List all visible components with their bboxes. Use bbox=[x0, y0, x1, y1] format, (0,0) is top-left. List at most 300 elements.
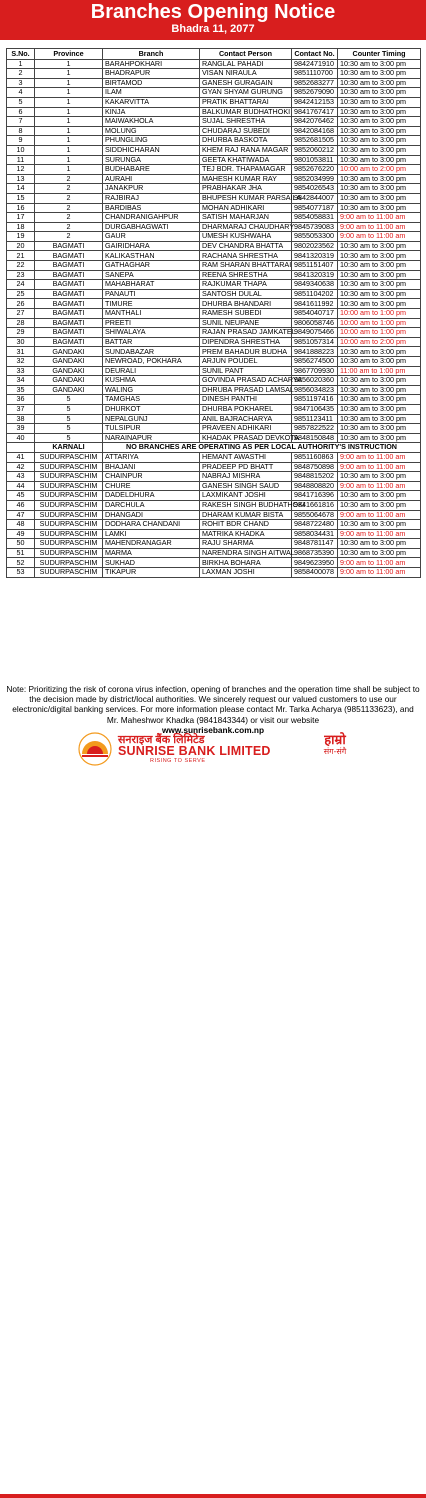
cell-province: BAGMATI bbox=[35, 261, 103, 271]
cell-contact-no: 9854077187 bbox=[292, 203, 338, 213]
cell-sno: 3 bbox=[7, 78, 35, 88]
cell-province: SUDURPASCHIM bbox=[35, 481, 103, 491]
cell-province: 1 bbox=[35, 126, 103, 136]
cell-sno: 14 bbox=[7, 184, 35, 194]
hamro-sangsangai-logo bbox=[320, 732, 350, 757]
cell-contact-person: DHARAM KUMAR BISTA bbox=[200, 510, 292, 520]
cell-counter-timing: 10:30 am to 3:00 pm bbox=[338, 414, 421, 424]
cell-contact-person: ROHIT BDR CHAND bbox=[200, 520, 292, 530]
cell-contact-person: GOVINDA PRASAD ACHARYA bbox=[200, 376, 292, 386]
cell-contact-person: DIPENDRA SHRESTHA bbox=[200, 337, 292, 347]
cell-province: 2 bbox=[35, 203, 103, 213]
cell-counter-timing: 10:30 am to 3:00 pm bbox=[338, 433, 421, 443]
cell-sno: 39 bbox=[7, 424, 35, 434]
cell-contact-no: 9852060212 bbox=[292, 145, 338, 155]
cell-contact-person: NABRAJ MISHRA bbox=[200, 472, 292, 482]
cell-province: BAGMATI bbox=[35, 309, 103, 319]
cell-contact-person: BHUPESH KUMAR PARSAILA bbox=[200, 193, 292, 203]
cell-province: 2 bbox=[35, 193, 103, 203]
cell-contact-person: RAJAN PRASAD JAMKATEL bbox=[200, 328, 292, 338]
cell-counter-timing: 10:30 am to 3:00 pm bbox=[338, 155, 421, 165]
cell-province: 5 bbox=[35, 404, 103, 414]
table-row bbox=[7, 155, 421, 165]
karnali-note: NO BRANCHES ARE OPERATING AS PER LOCAL AUTHORITY'S INSTRUCTION bbox=[103, 443, 421, 453]
cell-counter-timing: 10:30 am to 3:00 pm bbox=[338, 136, 421, 146]
table-row bbox=[7, 433, 421, 443]
cell-province: 1 bbox=[35, 165, 103, 175]
cell-sno: 4 bbox=[7, 88, 35, 98]
cell-province: GANDAKI bbox=[35, 366, 103, 376]
website-link[interactable]: www.sunrisebank.com.np bbox=[161, 724, 265, 735]
table-row bbox=[7, 529, 421, 539]
cell-sno: 6 bbox=[7, 107, 35, 117]
cell-contact-person: MATRIKA KHADKA bbox=[200, 529, 292, 539]
cell-province: SUDURPASCHIM bbox=[35, 491, 103, 501]
cell-contact-no: 9849340638 bbox=[292, 280, 338, 290]
cell-sno: 33 bbox=[7, 366, 35, 376]
cell-contact-no: 9856034823 bbox=[292, 385, 338, 395]
table-row bbox=[7, 404, 421, 414]
cell-province: SUDURPASCHIM bbox=[35, 529, 103, 539]
cell-sno: 23 bbox=[7, 270, 35, 280]
cell-contact-person: GYAN SHYAM GURUNG bbox=[200, 88, 292, 98]
cell-contact-person: RAJU SHARMA bbox=[200, 539, 292, 549]
cell-branch: BHADRAPUR bbox=[103, 69, 200, 79]
brand-name-english: SUNRISE BANK LIMITED bbox=[118, 744, 271, 758]
cell-province: BAGMATI bbox=[35, 289, 103, 299]
cell-sno: 50 bbox=[7, 539, 35, 549]
karnali-row bbox=[7, 443, 421, 453]
cell-counter-timing: 10:30 am to 3:00 pm bbox=[338, 145, 421, 155]
cell-province: 2 bbox=[35, 213, 103, 223]
cell-contact-no: 9841661816 bbox=[292, 500, 338, 510]
notice-footnote bbox=[6, 684, 420, 735]
cell-counter-timing: 10:30 am to 3:00 pm bbox=[338, 69, 421, 79]
col-header-contact-no: Contact No. bbox=[292, 49, 338, 60]
cell-contact-person: SUJAL SHRESTHA bbox=[200, 117, 292, 127]
cell-province: SUDURPASCHIM bbox=[35, 462, 103, 472]
table-row bbox=[7, 145, 421, 155]
cell-contact-no: 9841767417 bbox=[292, 107, 338, 117]
cell-counter-timing: 10:30 am to 3:00 pm bbox=[338, 491, 421, 501]
table-row bbox=[7, 548, 421, 558]
cell-province: SUDURPASCHIM bbox=[35, 539, 103, 549]
cell-counter-timing: 10:30 am to 3:00 pm bbox=[338, 174, 421, 184]
cell-sno: 7 bbox=[7, 117, 35, 127]
cell-branch: JANAKPUR bbox=[103, 184, 200, 194]
cell-province: 5 bbox=[35, 395, 103, 405]
cell-contact-person: BALKUMAR BUDHATHOKI bbox=[200, 107, 292, 117]
cell-contact-person: GANESH GURAGAIN bbox=[200, 78, 292, 88]
cell-province: 1 bbox=[35, 59, 103, 69]
cell-sno: 15 bbox=[7, 193, 35, 203]
cell-branch: CHURE bbox=[103, 481, 200, 491]
cell-contact-no: 9858400078 bbox=[292, 568, 338, 578]
table-row bbox=[7, 280, 421, 290]
cell-sno: 30 bbox=[7, 337, 35, 347]
cell-counter-timing: 10:00 am to 1:00 pm bbox=[338, 318, 421, 328]
cell-contact-no: 9802023562 bbox=[292, 241, 338, 251]
cell-sno: 5 bbox=[7, 97, 35, 107]
cell-counter-timing: 10:30 am to 3:00 pm bbox=[338, 78, 421, 88]
cell-province: 1 bbox=[35, 88, 103, 98]
cell-contact-no: 9867709930 bbox=[292, 366, 338, 376]
cell-counter-timing: 10:30 am to 3:00 pm bbox=[338, 88, 421, 98]
cell-counter-timing: 9:00 am to 11:00 am bbox=[338, 558, 421, 568]
table-row bbox=[7, 337, 421, 347]
cell-contact-person: KHADAK PRASAD DEVKOTA bbox=[200, 433, 292, 443]
cell-contact-no: 9841320319 bbox=[292, 270, 338, 280]
cell-sno: 12 bbox=[7, 165, 35, 175]
cell-sno: 26 bbox=[7, 299, 35, 309]
cell-sno: 25 bbox=[7, 289, 35, 299]
table-row bbox=[7, 69, 421, 79]
cell-branch: PREETI bbox=[103, 318, 200, 328]
cell-branch: CHAINPUR bbox=[103, 472, 200, 482]
cell-counter-timing: 10:30 am to 3:00 pm bbox=[338, 299, 421, 309]
cell-branch: GATHAGHAR bbox=[103, 261, 200, 271]
table-row bbox=[7, 328, 421, 338]
col-header-contact-person: Contact Person bbox=[200, 49, 292, 60]
cell-contact-person: HEMANT AWASTHI bbox=[200, 452, 292, 462]
cell-branch: NEWROAD, POKHARA bbox=[103, 357, 200, 367]
cell-sno: 43 bbox=[7, 472, 35, 482]
cell-contact-no: 9848750898 bbox=[292, 462, 338, 472]
cell-sno: 10 bbox=[7, 145, 35, 155]
table-row bbox=[7, 251, 421, 261]
cell-counter-timing: 9:00 am to 11:00 am bbox=[338, 529, 421, 539]
cell-counter-timing: 10:30 am to 3:00 pm bbox=[338, 472, 421, 482]
cell-contact-no: 9851123411 bbox=[292, 414, 338, 424]
col-header-counter-timing: Counter Timing bbox=[338, 49, 421, 60]
table-row bbox=[7, 126, 421, 136]
cell-province: SUDURPASCHIM bbox=[35, 500, 103, 510]
cell-sno: 29 bbox=[7, 328, 35, 338]
cell-sno: 45 bbox=[7, 491, 35, 501]
cell-counter-timing: 10:30 am to 3:00 pm bbox=[338, 126, 421, 136]
cell-contact-person: SANTOSH DULAL bbox=[200, 289, 292, 299]
cell-contact-no: 9851057314 bbox=[292, 337, 338, 347]
table-row bbox=[7, 376, 421, 386]
cell-counter-timing: 9:00 am to 11:00 am bbox=[338, 481, 421, 491]
cell-sno: 31 bbox=[7, 347, 35, 357]
cell-counter-timing: 10:30 am to 3:00 pm bbox=[338, 500, 421, 510]
branches-table bbox=[6, 48, 421, 578]
cell-counter-timing: 10:30 am to 3:00 pm bbox=[338, 357, 421, 367]
cell-contact-no: 9851160863 bbox=[292, 452, 338, 462]
cell-contact-person: RAMESH SUBEDI bbox=[200, 309, 292, 319]
cell-branch: ATTARIYA bbox=[103, 452, 200, 462]
cell-province: GANDAKI bbox=[35, 347, 103, 357]
cell-counter-timing: 10:00 am to 2:00 pm bbox=[338, 337, 421, 347]
cell-branch: KAKARVITTA bbox=[103, 97, 200, 107]
cell-counter-timing: 10:30 am to 3:00 pm bbox=[338, 203, 421, 213]
cell-contact-no: 9856020360 bbox=[292, 376, 338, 386]
cell-contact-no: 9852676220 bbox=[292, 165, 338, 175]
cell-contact-no: 9841611992 bbox=[292, 299, 338, 309]
cell-branch: TIMURE bbox=[103, 299, 200, 309]
cell-contact-person: VISAN NIRAULA bbox=[200, 69, 292, 79]
cell-contact-no: 9842084168 bbox=[292, 126, 338, 136]
cell-province: 5 bbox=[35, 433, 103, 443]
cell-counter-timing: 10:30 am to 3:00 pm bbox=[338, 539, 421, 549]
cell-branch: DHANGADI bbox=[103, 510, 200, 520]
table-row bbox=[7, 117, 421, 127]
cell-sno: 53 bbox=[7, 568, 35, 578]
cell-counter-timing: 9:00 am to 11:00 am bbox=[338, 568, 421, 578]
table-row bbox=[7, 213, 421, 223]
cell-branch: TULSIPUR bbox=[103, 424, 200, 434]
cell-province: SUDURPASCHIM bbox=[35, 558, 103, 568]
cell-counter-timing: 10:30 am to 3:00 pm bbox=[338, 184, 421, 194]
footnote-text: Note: Prioritizing the risk of corona virus infection, opening of branches and the operation time shall be subject to the decision made by district/local authorities. We sincerely request our valued customers to use our electronic/digital banking services. For more information please contact Mr. Tarka Acharya (9851133623), and Mr. Maheshwor Khadka (9841843344) or visit our website bbox=[6, 684, 420, 725]
cell-contact-person: PRABHAKAR JHA bbox=[200, 184, 292, 194]
cell-contact-no: 9849623950 bbox=[292, 558, 338, 568]
cell-counter-timing: 10:30 am to 3:00 pm bbox=[338, 520, 421, 530]
brand-name-nepali: सनराइज बैंक लिमिटेड bbox=[118, 734, 205, 746]
cell-contact-person: ARJUN POUDEL bbox=[200, 357, 292, 367]
table-row bbox=[7, 472, 421, 482]
cell-contact-person: RAM SHARAN BHATTARAI bbox=[200, 261, 292, 271]
cell-contact-no: 9852681505 bbox=[292, 136, 338, 146]
cell-branch: MAHABHARAT bbox=[103, 280, 200, 290]
sangsangai-text: संग-संगै bbox=[323, 747, 347, 756]
cell-contact-person: CHUDARAJ SUBEDI bbox=[200, 126, 292, 136]
cell-branch: DHURKOT bbox=[103, 404, 200, 414]
cell-contact-person: SUNIL PANT bbox=[200, 366, 292, 376]
cell-contact-no: 9841716396 bbox=[292, 491, 338, 501]
table-row bbox=[7, 357, 421, 367]
cell-contact-person: MAHESH KUMAR RAY bbox=[200, 174, 292, 184]
cell-contact-person: LAXMIKANT JOSHI bbox=[200, 491, 292, 501]
brand-tagline: RISING TO SERVE bbox=[150, 758, 206, 764]
cell-sno: 46 bbox=[7, 500, 35, 510]
cell-branch: BARDIBAS bbox=[103, 203, 200, 213]
table-header-row bbox=[7, 49, 421, 60]
cell-contact-no: 9849075466 bbox=[292, 328, 338, 338]
table-row bbox=[7, 568, 421, 578]
cell-branch: SANEPA bbox=[103, 270, 200, 280]
table-row bbox=[7, 136, 421, 146]
cell-branch: NEPALGUNJ bbox=[103, 414, 200, 424]
cell-branch: MAIWAKHOLA bbox=[103, 117, 200, 127]
col-header-branch: Branch bbox=[103, 49, 200, 60]
cell-counter-timing: 9:00 am to 11:00 am bbox=[338, 462, 421, 472]
cell-province: BAGMATI bbox=[35, 337, 103, 347]
cell-contact-person: DEV CHANDRA BHATTA bbox=[200, 241, 292, 251]
cell-counter-timing: 10:30 am to 3:00 pm bbox=[338, 117, 421, 127]
notice-header bbox=[0, 0, 426, 40]
bottom-bar bbox=[0, 1494, 426, 1498]
table-row bbox=[7, 452, 421, 462]
cell-contact-no: 9851197416 bbox=[292, 395, 338, 405]
cell-contact-person: DHURBA POKHAREL bbox=[200, 404, 292, 414]
cell-contact-no: 9842844007 bbox=[292, 193, 338, 203]
cell-contact-person: LAXMAN JOSHI bbox=[200, 568, 292, 578]
col-header-sno: S.No. bbox=[7, 49, 35, 60]
cell-branch: DODHARA CHANDANI bbox=[103, 520, 200, 530]
cell-counter-timing: 10:30 am to 3:00 pm bbox=[338, 261, 421, 271]
table-row bbox=[7, 366, 421, 376]
cell-counter-timing: 10:30 am to 3:00 pm bbox=[338, 395, 421, 405]
cell-sno: 28 bbox=[7, 318, 35, 328]
cell-branch: PANAUTI bbox=[103, 289, 200, 299]
cell-contact-person: NARENDRA SINGH AITWAL bbox=[200, 548, 292, 558]
cell-contact-no: 9852034999 bbox=[292, 174, 338, 184]
cell-contact-person: DHRUBA PRASAD LAMSAL bbox=[200, 385, 292, 395]
table-row bbox=[7, 261, 421, 271]
cell-counter-timing: 9:00 am to 11:00 am bbox=[338, 452, 421, 462]
cell-contact-no: 9842471910 bbox=[292, 59, 338, 69]
cell-contact-no: 9847106435 bbox=[292, 404, 338, 414]
cell-sno: 24 bbox=[7, 280, 35, 290]
table-row bbox=[7, 232, 421, 242]
cell-province: 1 bbox=[35, 69, 103, 79]
col-header-province: Province bbox=[35, 49, 103, 60]
cell-contact-no: 9848815202 bbox=[292, 472, 338, 482]
cell-contact-person: PRAVEEN ADHIKARI bbox=[200, 424, 292, 434]
table-row bbox=[7, 481, 421, 491]
cell-branch: DARCHULA bbox=[103, 500, 200, 510]
cell-contact-no: 9855064678 bbox=[292, 510, 338, 520]
cell-branch: TIKAPUR bbox=[103, 568, 200, 578]
cell-branch: BHAJANI bbox=[103, 462, 200, 472]
cell-counter-timing: 10:30 am to 3:00 pm bbox=[338, 289, 421, 299]
cell-contact-no: 9855053300 bbox=[292, 232, 338, 242]
cell-province: GANDAKI bbox=[35, 385, 103, 395]
table-row bbox=[7, 491, 421, 501]
cell-branch: SURUNGA bbox=[103, 155, 200, 165]
brand-footer bbox=[0, 730, 426, 768]
cell-contact-person: SUNIL NEUPANE bbox=[200, 318, 292, 328]
table-row bbox=[7, 174, 421, 184]
cell-sno: 52 bbox=[7, 558, 35, 568]
cell-branch: SIDDHICHARAN bbox=[103, 145, 200, 155]
cell-province: BAGMATI bbox=[35, 251, 103, 261]
cell-province: BAGMATI bbox=[35, 299, 103, 309]
cell-contact-no: 9841320319 bbox=[292, 251, 338, 261]
cell-counter-timing: 11:00 am to 1:00 pm bbox=[338, 366, 421, 376]
cell-contact-person: REENA SHRESTHA bbox=[200, 270, 292, 280]
table-row bbox=[7, 165, 421, 175]
cell-counter-timing: 10:30 am to 3:00 pm bbox=[338, 107, 421, 117]
cell-province: BAGMATI bbox=[35, 280, 103, 290]
cell-branch: BUDHABARE bbox=[103, 165, 200, 175]
cell-counter-timing: 10:30 am to 3:00 pm bbox=[338, 270, 421, 280]
table-row bbox=[7, 241, 421, 251]
cell-contact-no: 9845739083 bbox=[292, 222, 338, 232]
table-row bbox=[7, 107, 421, 117]
cell-sno: 34 bbox=[7, 376, 35, 386]
table-row bbox=[7, 385, 421, 395]
cell-sno: 36 bbox=[7, 395, 35, 405]
cell-branch: WALING bbox=[103, 385, 200, 395]
cell-contact-no: 9854058831 bbox=[292, 213, 338, 223]
cell-province: GANDAKI bbox=[35, 376, 103, 386]
cell-contact-person: PRADEEP PD BHATT bbox=[200, 462, 292, 472]
cell-branch: BATTAR bbox=[103, 337, 200, 347]
cell-counter-timing: 10:30 am to 3:00 pm bbox=[338, 280, 421, 290]
cell-counter-timing: 10:30 am to 3:00 pm bbox=[338, 241, 421, 251]
table-body-main bbox=[7, 59, 421, 443]
table-row bbox=[7, 520, 421, 530]
cell-province: 1 bbox=[35, 97, 103, 107]
cell-province: SUDURPASCHIM bbox=[35, 548, 103, 558]
cell-branch: NARAINAPUR bbox=[103, 433, 200, 443]
cell-branch: GAUR bbox=[103, 232, 200, 242]
cell-contact-person: BIRKHA BOHARA bbox=[200, 558, 292, 568]
cell-contact-no: 9858034431 bbox=[292, 529, 338, 539]
cell-sno: 18 bbox=[7, 222, 35, 232]
cell-contact-no: 9868735390 bbox=[292, 548, 338, 558]
table-row bbox=[7, 270, 421, 280]
cell-counter-timing: 10:30 am to 3:00 pm bbox=[338, 251, 421, 261]
table-row bbox=[7, 203, 421, 213]
cell-counter-timing: 9:00 am to 11:00 am bbox=[338, 232, 421, 242]
cell-contact-no: 9848150848 bbox=[292, 433, 338, 443]
karnali-sno bbox=[7, 443, 35, 453]
cell-sno: 11 bbox=[7, 155, 35, 165]
cell-branch: KALIKASTHAN bbox=[103, 251, 200, 261]
cell-province: 1 bbox=[35, 78, 103, 88]
cell-province: SUDURPASCHIM bbox=[35, 510, 103, 520]
cell-branch: LAMKI bbox=[103, 529, 200, 539]
cell-counter-timing: 9:00 am to 11:00 am bbox=[338, 510, 421, 520]
table-body-karnali bbox=[7, 443, 421, 453]
table-row bbox=[7, 500, 421, 510]
hamro-text: हाम्रो bbox=[324, 732, 346, 747]
cell-counter-timing: 10:00 am to 1:00 pm bbox=[338, 309, 421, 319]
cell-contact-person: SATISH MAHARJAN bbox=[200, 213, 292, 223]
table-row bbox=[7, 318, 421, 328]
cell-sno: 42 bbox=[7, 462, 35, 472]
cell-counter-timing: 9:00 am to 11:00 am bbox=[338, 213, 421, 223]
notice-date: Bhadra 11, 2077 bbox=[171, 23, 255, 35]
cell-branch: MANTHALI bbox=[103, 309, 200, 319]
cell-sno: 38 bbox=[7, 414, 35, 424]
cell-contact-no: 9851110700 bbox=[292, 69, 338, 79]
cell-branch: RAJBIRAJ bbox=[103, 193, 200, 203]
cell-contact-no: 9857822522 bbox=[292, 424, 338, 434]
table-row bbox=[7, 510, 421, 520]
cell-province: SUDURPASCHIM bbox=[35, 568, 103, 578]
cell-contact-no: 9852683277 bbox=[292, 78, 338, 88]
cell-sno: 27 bbox=[7, 309, 35, 319]
cell-branch: GAIRIDHARA bbox=[103, 241, 200, 251]
cell-contact-person: DINESH PANTHI bbox=[200, 395, 292, 405]
cell-branch: SUKHAD bbox=[103, 558, 200, 568]
cell-province: 2 bbox=[35, 174, 103, 184]
cell-sno: 47 bbox=[7, 510, 35, 520]
cell-sno: 35 bbox=[7, 385, 35, 395]
table-row bbox=[7, 539, 421, 549]
cell-province: 1 bbox=[35, 155, 103, 165]
cell-branch: CHANDRANIGAHPUR bbox=[103, 213, 200, 223]
cell-contact-no: 9854040717 bbox=[292, 309, 338, 319]
cell-counter-timing: 10:00 am to 2:00 pm bbox=[338, 165, 421, 175]
cell-sno: 2 bbox=[7, 69, 35, 79]
table-row bbox=[7, 309, 421, 319]
cell-province: BAGMATI bbox=[35, 318, 103, 328]
cell-province: SUDURPASCHIM bbox=[35, 472, 103, 482]
table-row bbox=[7, 289, 421, 299]
cell-sno: 19 bbox=[7, 232, 35, 242]
cell-counter-timing: 10:30 am to 3:00 pm bbox=[338, 376, 421, 386]
sunrise-logo-icon bbox=[78, 732, 112, 766]
table-row bbox=[7, 78, 421, 88]
cell-branch: SHIWALAYA bbox=[103, 328, 200, 338]
karnali-province: KARNALI bbox=[35, 443, 103, 453]
